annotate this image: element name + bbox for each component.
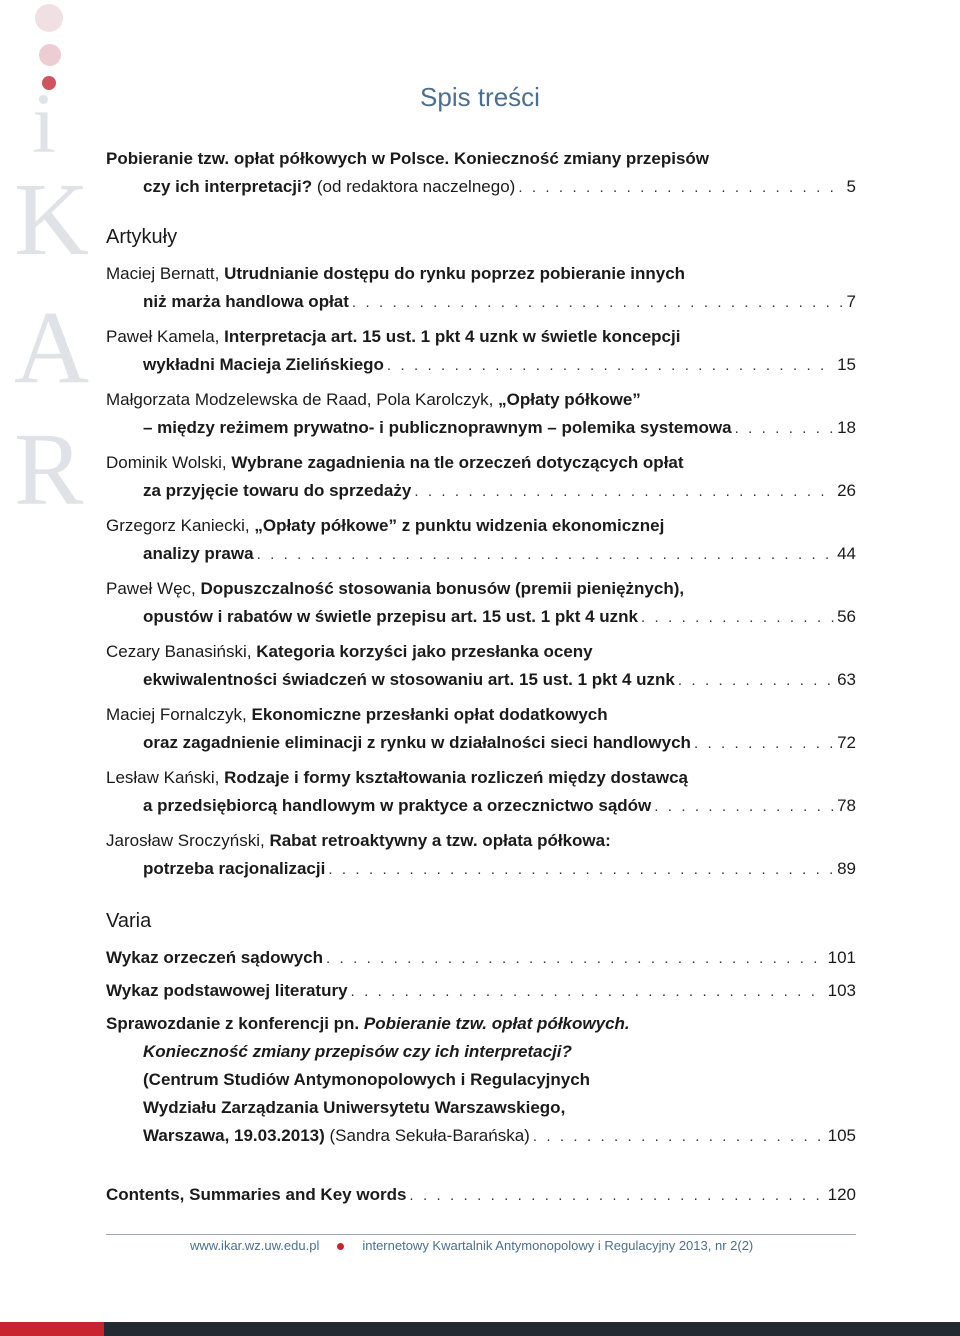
- toc-entry-article[interactable]: [106, 764, 856, 821]
- article-author: Paweł Węc,: [106, 579, 201, 598]
- dot-leader: [257, 541, 835, 569]
- footer-journal-name: internetowy Kwartalnik Antymonopolowy i Regulacyjny 2013, nr 2(2): [362, 1238, 754, 1253]
- toc-entry-article[interactable]: [106, 638, 856, 695]
- toc-entry-article[interactable]: [106, 701, 856, 758]
- intro-line2-bold: czy ich interpretacji?: [143, 177, 313, 196]
- page-number: 15: [837, 355, 856, 374]
- page-number: 89: [837, 859, 856, 878]
- toc-entry-article[interactable]: [106, 512, 856, 569]
- footer-divider: [106, 1234, 856, 1235]
- page-number: 101: [827, 948, 856, 967]
- sprawozdanie-l4: Wydziału Zarządzania Uniwersytetu Warszawskiego,: [143, 1098, 566, 1117]
- page-number: 72: [837, 733, 856, 752]
- dot-leader: [326, 945, 825, 973]
- article-author: Grzegorz Kaniecki,: [106, 516, 255, 535]
- dot-leader: [735, 415, 835, 443]
- page-number: 5: [846, 177, 856, 196]
- dot-leader: [678, 667, 834, 695]
- article-title-line1: Utrudnianie dostępu do rynku poprzez pobieranie innych: [224, 264, 686, 283]
- dot-leader: [352, 289, 844, 317]
- dot-leader: [387, 352, 834, 380]
- article-title-line1: Wybrane zagadnienia na tle orzeczeń dotyczących opłat: [231, 453, 684, 472]
- logo-dot-1: [35, 4, 63, 32]
- toc-entry-wykaz-orzeczen[interactable]: [106, 944, 856, 973]
- page-number: 105: [827, 1126, 856, 1145]
- dot-leader: [414, 478, 834, 506]
- article-title-line1: Rabat retroaktywny a tzw. opłata półkowa:: [269, 831, 611, 850]
- article-title-line1: Rodzaje i formy kształtowania rozliczeń między dostawcą: [224, 768, 688, 787]
- bottom-bar: [0, 1322, 960, 1336]
- entry-title: Wykaz podstawowej literatury: [106, 981, 348, 1000]
- article-title-line1: Interpretacja art. 15 ust. 1 pkt 4 uznk w świetle koncepcji: [224, 327, 681, 346]
- article-title-line2: niż marża handlowa opłat: [143, 292, 349, 311]
- toc-entry-intro[interactable]: [106, 145, 856, 202]
- logo-letter-i: i: [32, 75, 56, 171]
- toc-entry-article[interactable]: [106, 575, 856, 632]
- article-title-line2: za przyjęcie towaru do sprzedaży: [143, 481, 412, 500]
- section-heading-varia: Varia: [106, 910, 152, 932]
- sprawozdanie-l1-bold: Sprawozdanie z konferencji pn.: [106, 1014, 364, 1033]
- article-author: Dominik Wolski,: [106, 453, 232, 472]
- article-author: Jarosław Sroczyński,: [106, 831, 270, 850]
- dot-leader: [328, 856, 834, 884]
- page-number: 44: [837, 544, 856, 563]
- article-title-line2: a przedsiębiorcą handlowym w praktyce a orzecznictwo sądów: [143, 796, 652, 815]
- page-number: 26: [837, 481, 856, 500]
- article-author: Paweł Kamela,: [106, 327, 225, 346]
- footer-url-link[interactable]: www.ikar.wz.uw.edu.pl: [190, 1238, 320, 1253]
- sprawozdanie-l5-bold: Warszawa, 19.03.2013): [143, 1126, 325, 1145]
- page-number: 56: [837, 607, 856, 626]
- dot-leader: [409, 1182, 824, 1210]
- logo-letter-r: R: [14, 412, 84, 527]
- toc-entry-article[interactable]: [106, 386, 856, 443]
- sprawozdanie-l1-italic: Pobieranie tzw. opłat półkowych.: [363, 1014, 630, 1033]
- logo-letter-k: K: [14, 162, 90, 277]
- article-title-line2: opustów i rabatów w świetle przepisu art. 15 ust. 1 pkt 4 uznk: [143, 607, 638, 626]
- page-number: 103: [827, 981, 856, 1000]
- dot-leader: [694, 730, 834, 758]
- entry-title: Contents, Summaries and Key words: [106, 1185, 407, 1204]
- page-title: Spis treści: [420, 82, 540, 112]
- logo-dot-2: [39, 44, 61, 66]
- page-number: 120: [827, 1185, 856, 1204]
- intro-line1: Pobieranie tzw. opłat półkowych w Polsce. Konieczność zmiany przepisów: [106, 149, 710, 168]
- article-author: Maciej Fornalczyk,: [106, 705, 252, 724]
- article-title-line1: „Opłaty półkowe” z punktu widzenia ekonomicznej: [254, 516, 665, 535]
- article-title-line2: analizy prawa: [143, 544, 254, 563]
- dot-leader: [351, 978, 825, 1006]
- toc-entry-article[interactable]: [106, 827, 856, 884]
- toc-entry-wykaz-literatury[interactable]: [106, 977, 856, 1006]
- dot-leader: [533, 1123, 825, 1151]
- toc-entry-article[interactable]: [106, 323, 856, 380]
- sprawozdanie-l5-rest: (Sandra Sekuła-Barańska): [324, 1126, 530, 1145]
- article-title-line2: ekwiwalentności świadczeń w stosowaniu art. 15 ust. 1 pkt 4 uznk: [143, 670, 675, 689]
- intro-line2-rest: (od redaktora naczelnego): [312, 177, 516, 196]
- article-author: Maciej Bernatt,: [106, 264, 225, 283]
- article-title-line2: wykładni Macieja Zielińskiego: [143, 355, 384, 374]
- article-title-line1: Dopuszczalność stosowania bonusów (premii pieniężnych),: [200, 579, 685, 598]
- article-author: Cezary Banasiński,: [106, 642, 257, 661]
- article-author: Lesław Kański,: [106, 768, 225, 787]
- page-number: 18: [837, 418, 856, 437]
- table-of-contents: [106, 145, 856, 1216]
- page-number: 7: [846, 292, 856, 311]
- toc-entry-article[interactable]: [106, 449, 856, 506]
- article-title-line2: oraz zagadnienie eliminacji z rynku w działalności sieci handlowych: [143, 733, 691, 752]
- article-title-line2: potrzeba racjonalizacji: [143, 859, 326, 878]
- sprawozdanie-l3: (Centrum Studiów Antymonopolowych i Regulacyjnych: [143, 1070, 591, 1089]
- footer: [190, 1238, 753, 1253]
- bullet-icon: [337, 1243, 344, 1250]
- entry-title: Wykaz orzeczeń sądowych: [106, 948, 323, 967]
- bottom-bar-accent: [0, 1322, 104, 1336]
- article-title-line1: „Opłaty półkowe”: [498, 390, 641, 409]
- toc-entry-sprawozdanie[interactable]: [106, 1010, 856, 1151]
- section-heading-artykuly: Artykuły: [106, 226, 178, 248]
- article-title-line1: Ekonomiczne przesłanki opłat dodatkowych: [251, 705, 608, 724]
- dot-leader: [654, 793, 834, 821]
- dot-leader: [641, 604, 834, 632]
- article-title-line1: Kategoria korzyści jako przesłanka oceny: [256, 642, 593, 661]
- sprawozdanie-l2: Konieczność zmiany przepisów czy ich interpretacji?: [143, 1042, 572, 1061]
- toc-entry-contents[interactable]: [106, 1181, 856, 1210]
- article-author: Małgorzata Modzelewska de Raad, Pola Karolczyk,: [106, 390, 499, 409]
- dot-leader: [518, 174, 843, 202]
- page-number: 63: [837, 670, 856, 689]
- toc-entry-article[interactable]: [106, 260, 856, 317]
- logo-letter-a: A: [14, 290, 90, 405]
- article-title-line2: – między reżimem prywatno- i publicznoprawnym – polemika systemowa: [143, 418, 732, 437]
- page-number: 78: [837, 796, 856, 815]
